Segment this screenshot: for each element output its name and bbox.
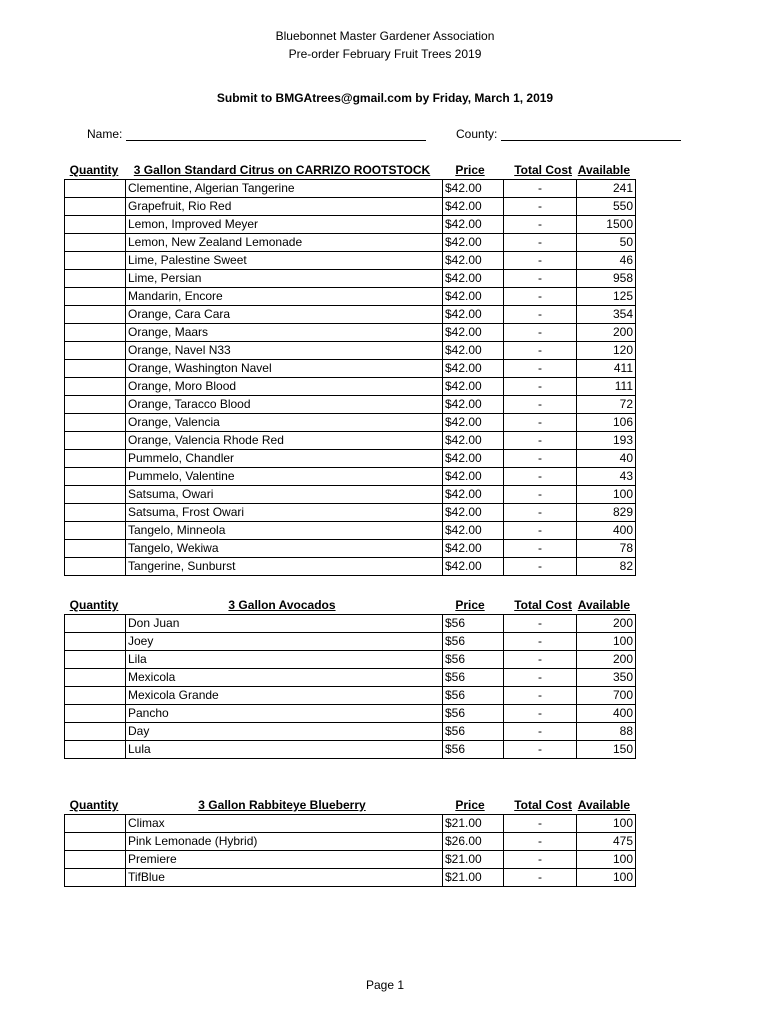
item-price: $56 — [443, 705, 504, 723]
item-available: 411 — [577, 360, 636, 378]
item-total-cost: - — [504, 378, 577, 396]
item-available: 88 — [577, 723, 636, 741]
table-row — [65, 615, 636, 633]
quantity-input[interactable] — [65, 687, 126, 705]
item-available: 400 — [577, 705, 636, 723]
quantity-input[interactable] — [65, 288, 126, 306]
total-cost-header: Total Cost — [514, 163, 572, 177]
quantity-input[interactable] — [65, 306, 126, 324]
item-name: Pummelo, Chandler — [126, 450, 443, 468]
name-label: Name: — [87, 127, 123, 141]
table-row — [65, 687, 636, 705]
table-row — [65, 288, 636, 306]
quantity-input[interactable] — [65, 669, 126, 687]
table-row — [65, 522, 636, 540]
item-price: $42.00 — [443, 396, 504, 414]
table-row — [65, 741, 636, 759]
item-price: $56 — [443, 723, 504, 741]
quantity-input[interactable] — [65, 252, 126, 270]
item-name: Orange, Taracco Blood — [126, 396, 443, 414]
item-total-cost: - — [504, 342, 577, 360]
item-total-cost: - — [504, 723, 577, 741]
section-title: 3 Gallon Avocados — [228, 598, 336, 612]
item-price: $42.00 — [443, 342, 504, 360]
item-name: Day — [126, 723, 443, 741]
item-price: $42.00 — [443, 558, 504, 576]
item-total-cost: - — [504, 558, 577, 576]
item-available: 100 — [577, 486, 636, 504]
quantity-input[interactable] — [65, 815, 126, 833]
item-available: 1500 — [577, 216, 636, 234]
table-row — [65, 851, 636, 869]
item-available: 106 — [577, 414, 636, 432]
item-name: Orange, Valencia — [126, 414, 443, 432]
item-price: $56 — [443, 687, 504, 705]
county-field[interactable] — [456, 127, 681, 141]
quantity-header: Quantity — [69, 163, 119, 177]
table-row — [65, 180, 636, 198]
quantity-input[interactable] — [65, 651, 126, 669]
table-row — [65, 833, 636, 851]
item-available: 82 — [577, 558, 636, 576]
item-available: 100 — [577, 851, 636, 869]
item-name: Premiere — [126, 851, 443, 869]
item-available: 46 — [577, 252, 636, 270]
quantity-input[interactable] — [65, 414, 126, 432]
item-price: $42.00 — [443, 324, 504, 342]
item-total-cost: - — [504, 869, 577, 887]
price-header: Price — [455, 798, 485, 812]
item-price: $42.00 — [443, 486, 504, 504]
item-available: 700 — [577, 687, 636, 705]
quantity-input[interactable] — [65, 723, 126, 741]
table-row — [65, 468, 636, 486]
table-row — [65, 306, 636, 324]
item-total-cost: - — [504, 288, 577, 306]
table-row — [65, 432, 636, 450]
name-field[interactable] — [87, 127, 426, 141]
quantity-input[interactable] — [65, 396, 126, 414]
item-available: 150 — [577, 741, 636, 759]
quantity-input[interactable] — [65, 378, 126, 396]
item-available: 550 — [577, 198, 636, 216]
quantity-input[interactable] — [65, 486, 126, 504]
item-price: $56 — [443, 669, 504, 687]
item-available: 78 — [577, 540, 636, 558]
item-available: 100 — [577, 869, 636, 887]
item-name: Orange, Navel N33 — [126, 342, 443, 360]
table-row — [65, 270, 636, 288]
quantity-input[interactable] — [65, 360, 126, 378]
table-row — [65, 450, 636, 468]
quantity-input[interactable] — [65, 180, 126, 198]
item-price: $42.00 — [443, 504, 504, 522]
item-name: Lime, Persian — [126, 270, 443, 288]
item-name: TifBlue — [126, 869, 443, 887]
item-name: Orange, Moro Blood — [126, 378, 443, 396]
item-total-cost: - — [504, 705, 577, 723]
item-name: Pink Lemonade (Hybrid) — [126, 833, 443, 851]
item-available: 475 — [577, 833, 636, 851]
quantity-input[interactable] — [65, 504, 126, 522]
table-row — [65, 869, 636, 887]
item-total-cost: - — [504, 687, 577, 705]
item-price: $42.00 — [443, 468, 504, 486]
item-available: 350 — [577, 669, 636, 687]
quantity-input[interactable] — [65, 522, 126, 540]
table-row — [65, 558, 636, 576]
table-row — [65, 486, 636, 504]
item-name: Lemon, New Zealand Lemonade — [126, 234, 443, 252]
item-available: 400 — [577, 522, 636, 540]
item-available: 40 — [577, 450, 636, 468]
county-blank-line[interactable] — [501, 129, 681, 141]
item-total-cost: - — [504, 669, 577, 687]
item-available: 43 — [577, 468, 636, 486]
item-available: 241 — [577, 180, 636, 198]
quantity-input[interactable] — [65, 198, 126, 216]
item-total-cost: - — [504, 450, 577, 468]
item-name: Lime, Palestine Sweet — [126, 252, 443, 270]
org-title: Bluebonnet Master Gardener Association — [275, 29, 495, 43]
item-total-cost: - — [504, 651, 577, 669]
item-available: 125 — [577, 288, 636, 306]
item-name: Lula — [126, 741, 443, 759]
item-available: 100 — [577, 815, 636, 833]
item-name: Climax — [126, 815, 443, 833]
citrus-table — [64, 179, 636, 576]
quantity-input[interactable] — [65, 324, 126, 342]
item-name: Grapefruit, Rio Red — [126, 198, 443, 216]
table-row — [65, 651, 636, 669]
item-available: 200 — [577, 615, 636, 633]
form-subtitle: Pre-order February Fruit Trees 2019 — [288, 47, 482, 61]
item-available: 72 — [577, 396, 636, 414]
item-total-cost: - — [504, 851, 577, 869]
quantity-input[interactable] — [65, 450, 126, 468]
item-name: Mexicola — [126, 669, 443, 687]
table-row — [65, 396, 636, 414]
table-row — [65, 705, 636, 723]
available-header: Available — [577, 163, 630, 177]
item-name: Orange, Valencia Rhode Red — [126, 432, 443, 450]
item-total-cost: - — [504, 833, 577, 851]
item-total-cost: - — [504, 815, 577, 833]
item-total-cost: - — [504, 522, 577, 540]
item-name: Satsuma, Frost Owari — [126, 504, 443, 522]
item-available: 958 — [577, 270, 636, 288]
quantity-input[interactable] — [65, 234, 126, 252]
item-total-cost: - — [504, 432, 577, 450]
item-name: Pancho — [126, 705, 443, 723]
item-name: Orange, Washington Navel — [126, 360, 443, 378]
item-price: $42.00 — [443, 180, 504, 198]
item-name: Lila — [126, 651, 443, 669]
item-available: 50 — [577, 234, 636, 252]
item-price: $56 — [443, 741, 504, 759]
item-name: Clementine, Algerian Tangerine — [126, 180, 443, 198]
item-name: Don Juan — [126, 615, 443, 633]
item-price: $42.00 — [443, 432, 504, 450]
quantity-input[interactable] — [65, 558, 126, 576]
item-name: Pummelo, Valentine — [126, 468, 443, 486]
item-total-cost: - — [504, 252, 577, 270]
county-label: County: — [456, 127, 498, 141]
table-row — [65, 198, 636, 216]
total-cost-header: Total Cost — [514, 598, 572, 612]
quantity-input[interactable] — [65, 741, 126, 759]
page-number: Page 1 — [365, 978, 405, 992]
table-row — [65, 414, 636, 432]
item-price: $42.00 — [443, 288, 504, 306]
quantity-input[interactable] — [65, 705, 126, 723]
table-row — [65, 540, 636, 558]
price-header: Price — [455, 598, 485, 612]
item-price: $56 — [443, 633, 504, 651]
item-name: Joey — [126, 633, 443, 651]
item-available: 200 — [577, 651, 636, 669]
item-price: $21.00 — [443, 815, 504, 833]
quantity-input[interactable] — [65, 216, 126, 234]
table-row — [65, 815, 636, 833]
item-price: $42.00 — [443, 216, 504, 234]
item-total-cost: - — [504, 540, 577, 558]
quantity-input[interactable] — [65, 342, 126, 360]
item-price: $42.00 — [443, 252, 504, 270]
available-header: Available — [577, 798, 630, 812]
item-total-cost: - — [504, 306, 577, 324]
quantity-input[interactable] — [65, 851, 126, 869]
item-price: $42.00 — [443, 270, 504, 288]
item-total-cost: - — [504, 633, 577, 651]
item-price: $21.00 — [443, 851, 504, 869]
submit-instructions: Submit to BMGAtrees@gmail.com by Friday, March 1, 2019 — [216, 91, 554, 105]
item-price: $42.00 — [443, 234, 504, 252]
table-row — [65, 342, 636, 360]
avocado-table — [64, 614, 636, 759]
blueberry-table — [64, 814, 636, 887]
item-price: $26.00 — [443, 833, 504, 851]
quantity-input[interactable] — [65, 432, 126, 450]
item-available: 829 — [577, 504, 636, 522]
item-name: Mandarin, Encore — [126, 288, 443, 306]
item-price: $42.00 — [443, 522, 504, 540]
item-price: $42.00 — [443, 540, 504, 558]
quantity-input[interactable] — [65, 833, 126, 851]
quantity-input[interactable] — [65, 615, 126, 633]
total-cost-header: Total Cost — [514, 798, 572, 812]
item-total-cost: - — [504, 741, 577, 759]
table-row — [65, 360, 636, 378]
item-name: Satsuma, Owari — [126, 486, 443, 504]
name-blank-line[interactable] — [126, 129, 426, 141]
item-total-cost: - — [504, 270, 577, 288]
table-row — [65, 378, 636, 396]
table-row — [65, 324, 636, 342]
table-row — [65, 669, 636, 687]
available-header: Available — [577, 598, 630, 612]
item-price: $42.00 — [443, 378, 504, 396]
item-name: Tangelo, Minneola — [126, 522, 443, 540]
item-total-cost: - — [504, 324, 577, 342]
item-price: $42.00 — [443, 450, 504, 468]
table-row — [65, 216, 636, 234]
item-total-cost: - — [504, 504, 577, 522]
item-total-cost: - — [504, 180, 577, 198]
item-available: 120 — [577, 342, 636, 360]
quantity-header: Quantity — [69, 598, 119, 612]
item-total-cost: - — [504, 198, 577, 216]
quantity-input[interactable] — [65, 270, 126, 288]
item-total-cost: - — [504, 414, 577, 432]
quantity-input[interactable] — [65, 540, 126, 558]
table-row — [65, 633, 636, 651]
item-total-cost: - — [504, 396, 577, 414]
item-available: 200 — [577, 324, 636, 342]
table-row — [65, 504, 636, 522]
item-total-cost: - — [504, 468, 577, 486]
quantity-header: Quantity — [69, 798, 119, 812]
item-name: Orange, Cara Cara — [126, 306, 443, 324]
quantity-input[interactable] — [65, 869, 126, 887]
price-header: Price — [455, 163, 485, 177]
item-available: 111 — [577, 378, 636, 396]
item-available: 193 — [577, 432, 636, 450]
item-price: $42.00 — [443, 198, 504, 216]
item-name: Lemon, Improved Meyer — [126, 216, 443, 234]
item-name: Orange, Maars — [126, 324, 443, 342]
table-row — [65, 234, 636, 252]
item-price: $42.00 — [443, 414, 504, 432]
item-price: $56 — [443, 651, 504, 669]
item-name: Tangerine, Sunburst — [126, 558, 443, 576]
item-price: $21.00 — [443, 869, 504, 887]
item-available: 100 — [577, 633, 636, 651]
item-name: Tangelo, Wekiwa — [126, 540, 443, 558]
item-total-cost: - — [504, 216, 577, 234]
item-available: 354 — [577, 306, 636, 324]
item-price: $56 — [443, 615, 504, 633]
section-title: 3 Gallon Standard Citrus on CARRIZO ROOTSTOCK — [133, 163, 431, 177]
item-total-cost: - — [504, 234, 577, 252]
table-row — [65, 252, 636, 270]
item-price: $42.00 — [443, 306, 504, 324]
section-title: 3 Gallon Rabbiteye Blueberry — [198, 798, 366, 812]
item-total-cost: - — [504, 486, 577, 504]
quantity-input[interactable] — [65, 468, 126, 486]
item-price: $42.00 — [443, 360, 504, 378]
item-name: Mexicola Grande — [126, 687, 443, 705]
quantity-input[interactable] — [65, 633, 126, 651]
table-row — [65, 723, 636, 741]
item-total-cost: - — [504, 615, 577, 633]
item-total-cost: - — [504, 360, 577, 378]
